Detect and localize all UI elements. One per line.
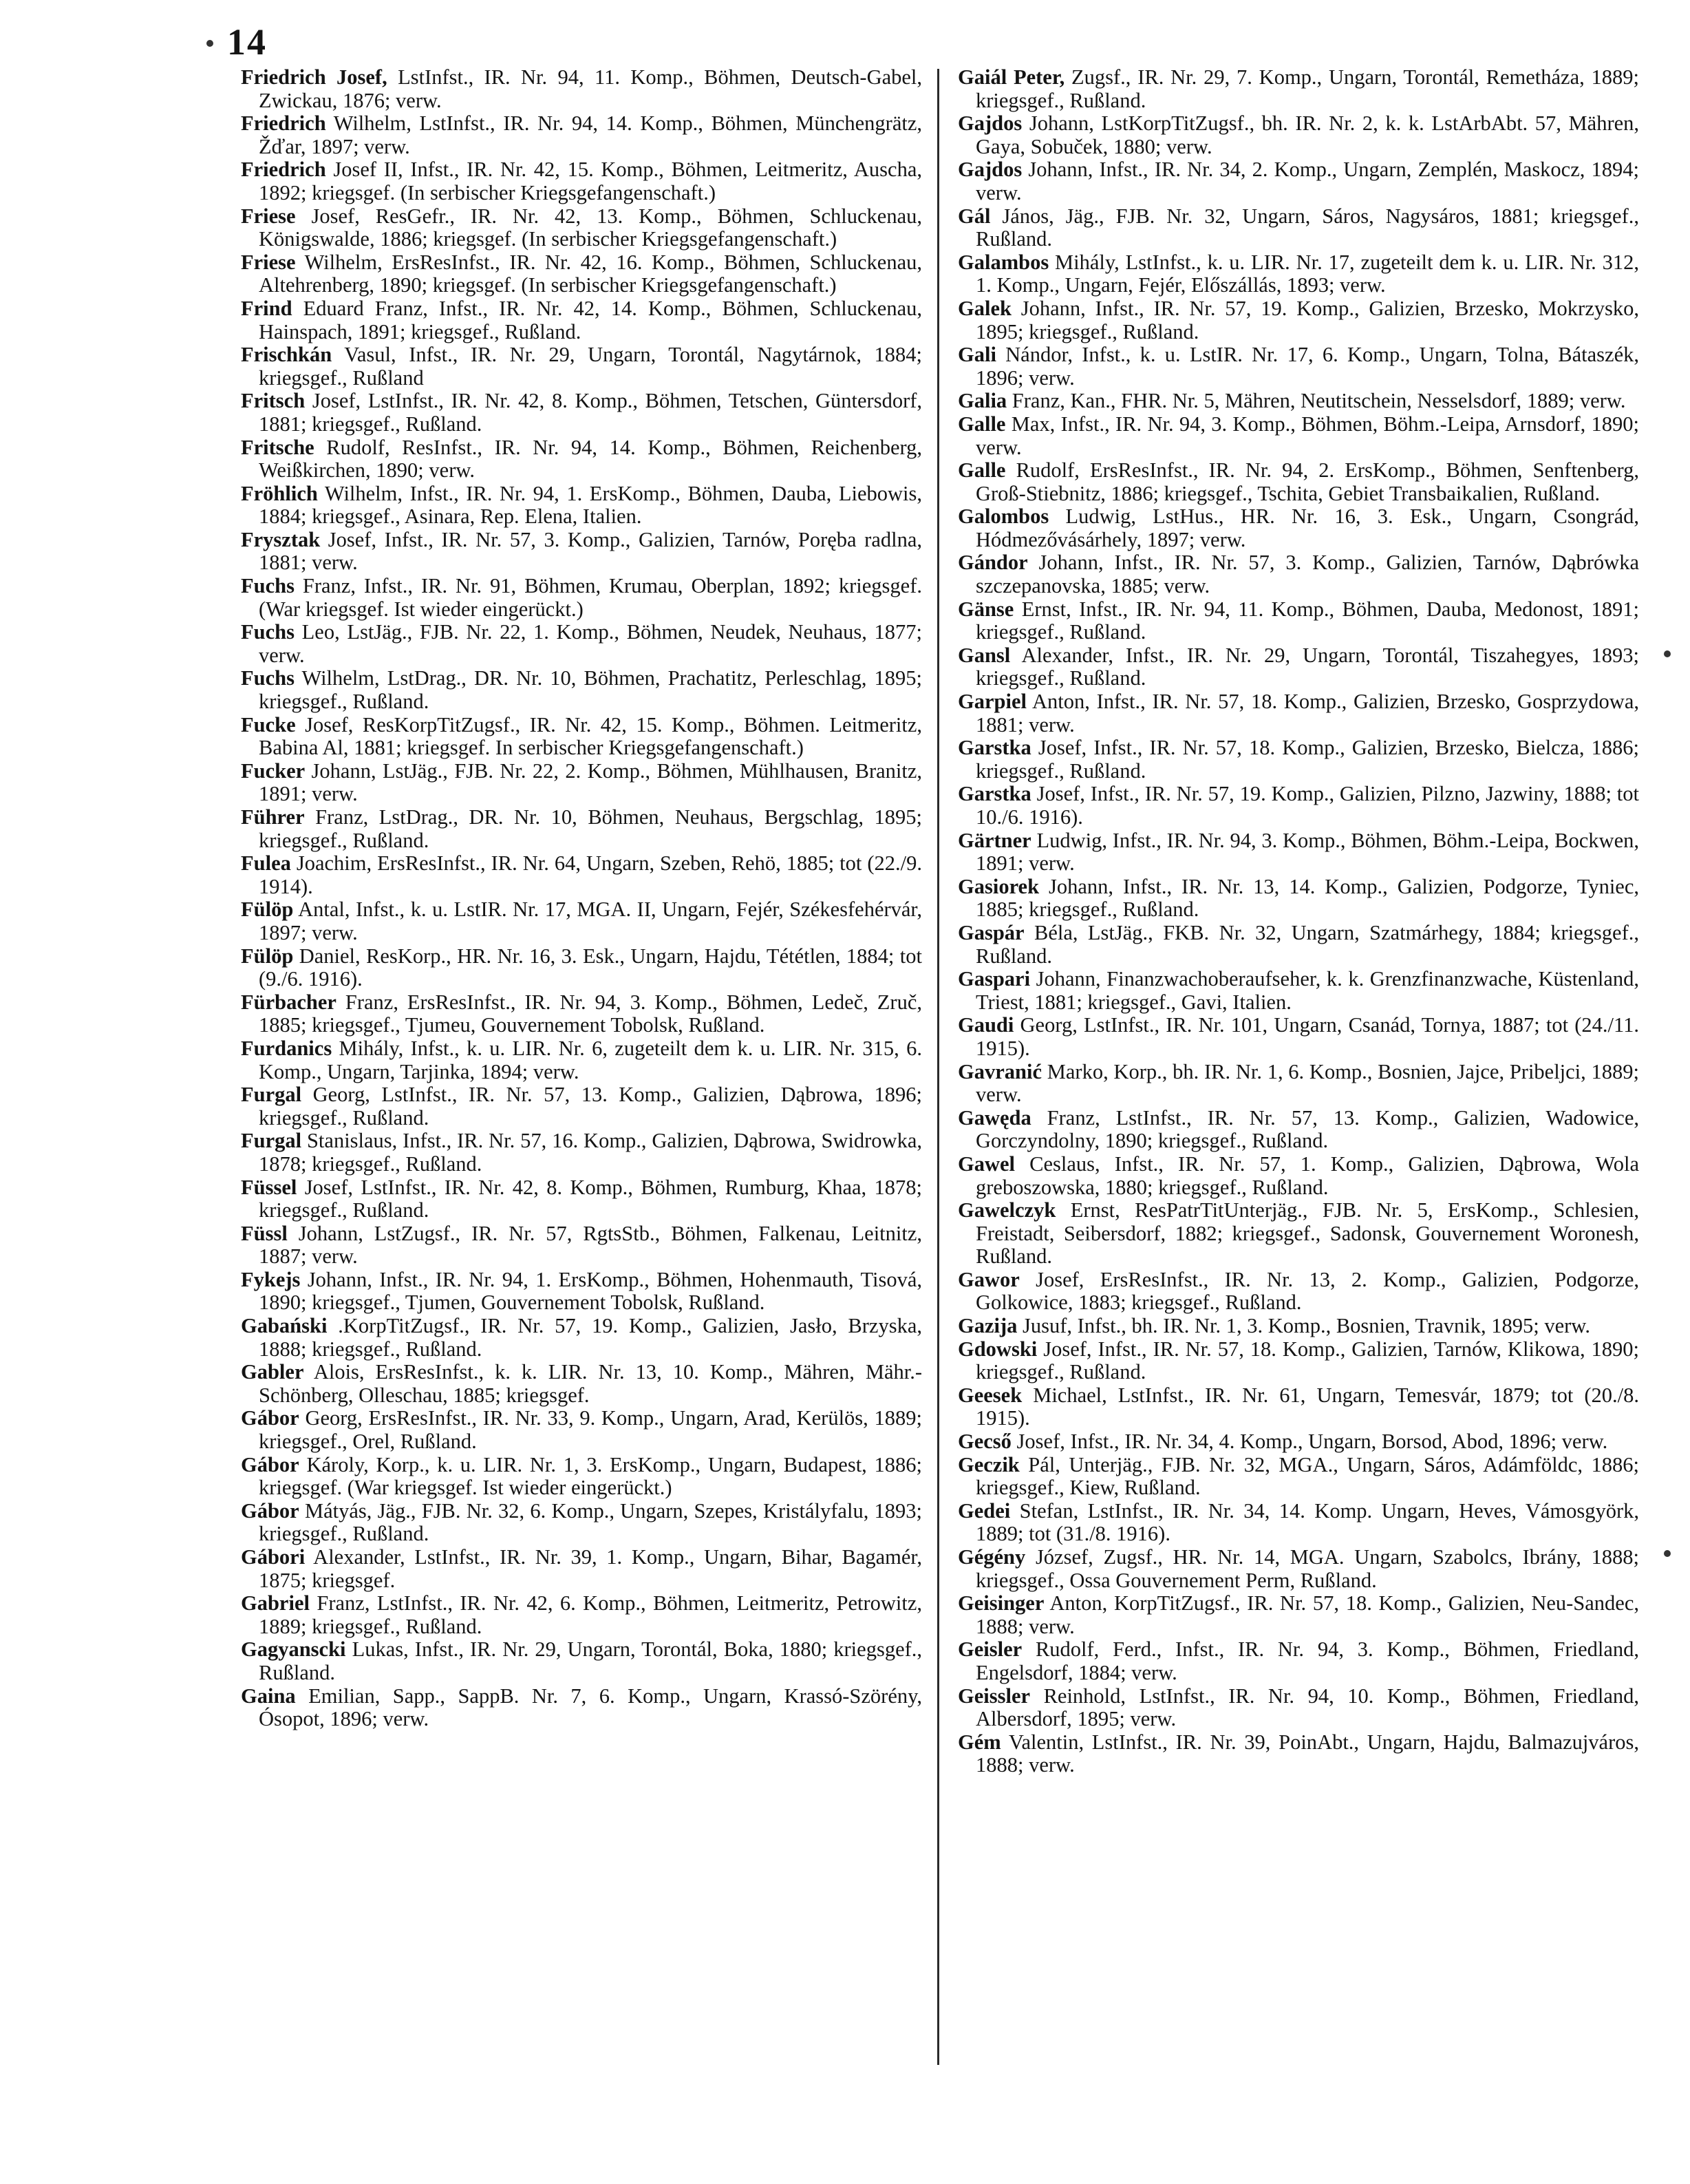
register-entry <box>241 714 922 760</box>
register-entry <box>241 529 922 575</box>
entry-details: Rudolf, Ferd., Infst., IR. Nr. 94, 3. Komp., Böhmen, Friedland, Engelsdorf, 1884; verw. <box>976 1637 1639 1684</box>
entry-details: Wilhelm, LstDrag., DR. Nr. 10, Böhmen, Prachatitz, Perleschlag, 1895; kriegsgef., Rußland. <box>259 666 922 714</box>
entry-surname: Friedrich <box>241 112 326 136</box>
entry-surname: Gazija <box>958 1314 1018 1338</box>
entry-details: Vasul, Infst., IR. Nr. 29, Ungarn, Torontál, Nagytárnok, 1884; kriegsgef., Rußland <box>259 343 922 390</box>
entry-surname: Gali <box>958 343 996 367</box>
right-column <box>958 66 1639 2165</box>
entry-surname: Friese <box>241 250 296 274</box>
entry-surname: Fritsche <box>241 435 314 459</box>
entry-details: Károly, Korp., k. u. LIR. Nr. 1, 3. ErsKomp., Ungarn, Budapest, 1886; kriegsgef. (War kriegsgef. Ist wieder eingerückt.) <box>259 1452 922 1500</box>
entry-surname: Fülöp <box>241 898 294 922</box>
register-entry <box>958 1014 1639 1060</box>
entry-surname: Gecső <box>958 1430 1012 1454</box>
entry-surname: Gasiorek <box>958 874 1040 898</box>
entry-surname: Fucker <box>241 759 306 783</box>
entry-details: Josef, ErsResInfst., IR. Nr. 13, 2. Komp., Galizien, Podgorze, Golkowice, 1883; kriegsgef., Rußland. <box>976 1267 1639 1315</box>
register-entry <box>958 783 1639 829</box>
entry-details: Josef, LstInfst., IR. Nr. 42, 8. Komp., Böhmen, Tetschen, Güntersdorf, 1881; kriegsgef., Rußland. <box>259 389 922 436</box>
entry-details: Leo, LstJäg., FJB. Nr. 22, 1. Komp., Böhmen, Neudek, Neuhaus, 1877; verw. <box>259 620 922 667</box>
entry-surname: Friese <box>241 204 296 228</box>
entry-surname: Fulea <box>241 851 291 876</box>
entry-surname: Gándor <box>958 551 1028 575</box>
entry-surname: Galek <box>958 296 1012 320</box>
entry-details: Franz, Kan., FHR. Nr. 5, Mähren, Neutitschein, Nesselsdorf, 1889; verw. <box>1012 389 1626 413</box>
register-entry <box>958 505 1639 551</box>
register-entry <box>958 551 1639 597</box>
entry-surname: Furgal <box>241 1083 302 1107</box>
register-entry <box>241 1269 922 1315</box>
entry-details: Johann, LstJäg., FJB. Nr. 22, 2. Komp., Böhmen, Mühlhausen, Branitz, 1891; verw. <box>259 759 922 806</box>
entry-details: Béla, LstJäg., FKB. Nr. 32, Ungarn, Szatmárhegy, 1884; kriegsgef., Rußland. <box>976 920 1639 968</box>
register-entry <box>241 1222 922 1269</box>
register-entry <box>241 667 922 713</box>
register-entry <box>241 1315 922 1361</box>
entry-details: Max, Infst., IR. Nr. 94, 3. Komp., Böhmen, Böhm.-Leipa, Arnsdorf, 1890; verw. <box>976 412 1639 459</box>
register-entry <box>958 459 1639 505</box>
entry-details: Josef, LstInfst., IR. Nr. 42, 8. Komp., Böhmen, Rumburg, Khaa, 1878; kriegsgef., Rußland. <box>259 1175 922 1222</box>
register-entry <box>958 1685 1639 1731</box>
page-number: 14 <box>227 21 267 63</box>
register-entry <box>241 1361 922 1407</box>
register-entry <box>958 158 1639 204</box>
entry-details: Josef, Infst., IR. Nr. 57, 18. Komp., Galizien, Brzesko, Bielcza, 1886; kriegsgef., Rußland. <box>976 736 1639 783</box>
register-entry <box>958 1454 1639 1500</box>
entry-surname: Galombos <box>958 505 1049 529</box>
register-entry <box>958 922 1639 968</box>
register-entry <box>241 575 922 621</box>
register-entry <box>241 852 922 898</box>
entry-surname: Galia <box>958 389 1007 413</box>
register-entry <box>958 205 1639 251</box>
entry-details: Wilhelm, ErsResInfst., IR. Nr. 42, 16. Komp., Böhmen, Schluckenau, Altehrenberg, 1890; kriegsgef. (In serbischer Kriegsgefangenschaft.) <box>259 250 922 297</box>
entry-surname: Gém <box>958 1730 1001 1754</box>
binding-mark <box>1664 1550 1671 1557</box>
register-entry <box>241 158 922 204</box>
register-entry <box>241 1638 922 1684</box>
register-entry <box>958 968 1639 1014</box>
register-entry <box>241 991 922 1037</box>
entry-details: Johann, Infst., IR. Nr. 57, 3. Komp., Galizien, Tarnów, Dąbrówka szczepanovska, 1885; verw. <box>976 551 1639 598</box>
register-entry <box>958 1638 1639 1684</box>
entry-surname: Gawor <box>958 1267 1020 1291</box>
register-entry <box>241 1454 922 1500</box>
register-entry <box>241 760 922 806</box>
register-entry <box>958 1731 1639 1777</box>
entry-surname: Gabański <box>241 1314 328 1338</box>
register-entry <box>241 945 922 991</box>
entry-details: Johann, LstZugsf., IR. Nr. 57, RgtsStb., Böhmen, Falkenau, Leitnitz, 1887; verw. <box>259 1221 922 1269</box>
entry-surname: Furgal <box>241 1129 302 1153</box>
entry-details: Ernst, ResPatrTitUnterjäg., FJB. Nr. 5, ErsKomp., Schlesien, Freistadt, Seibersdorf, 1882; kriegsgef., Sadonsk, Gouvernement Woronesh, Rußland. <box>976 1198 1639 1269</box>
entry-details: Antal, Infst., k. u. LstIR. Nr. 17, MGA. II, Ungarn, Fejér, Székesfehérvár, 1897; verw. <box>259 898 922 944</box>
entry-details: Franz, LstInfst., IR. Nr. 57, 13. Komp., Galizien, Wadowice, Gorczyndolny, 1890; kriegsgef., Rußland. <box>976 1105 1639 1153</box>
entry-details: Wilhelm, LstInfst., IR. Nr. 94, 14. Komp., Böhmen, Münchengrätz, Žďar, 1897; verw. <box>259 112 922 158</box>
entry-surname: Galambos <box>958 250 1049 274</box>
register-entry <box>958 1107 1639 1153</box>
entry-details: Georg, ErsResInfst., IR. Nr. 33, 9. Komp., Ungarn, Arad, Kerülös, 1889; kriegsgef., Orel, Rußland. <box>259 1406 922 1454</box>
entry-surname: Gábor <box>241 1452 299 1476</box>
entry-details: Alois, ErsResInfst., k. k. LIR. Nr. 13, 10. Komp., Mähren, Mähr.-Schönberg, Olleschau, 1885; kriegsgef. <box>259 1360 922 1407</box>
register-entry <box>958 1546 1639 1592</box>
entry-details: .KorpTitZugsf., IR. Nr. 57, 19. Komp., Galizien, Jasło, Brzyska, 1888; kriegsgef., Rußland. <box>259 1314 922 1361</box>
entry-surname: Geesek <box>958 1383 1023 1407</box>
register-entry <box>958 1384 1639 1430</box>
entry-surname: Geisler <box>958 1637 1023 1662</box>
register-entry <box>241 621 922 667</box>
entry-details: Josef, Infst., IR. Nr. 57, 18. Komp., Galizien, Tarnów, Klikowa, 1890; kriegsgef., Rußland. <box>976 1337 1639 1384</box>
entry-details: Alexander, Infst., IR. Nr. 29, Ungarn, Torontál, Tiszahegyes, 1893; kriegsgef., Rußland. <box>976 643 1639 690</box>
register-entry <box>241 1500 922 1546</box>
entry-surname: Gabriel <box>241 1591 310 1615</box>
register-entry <box>958 413 1639 459</box>
entry-surname: Frysztak <box>241 527 321 551</box>
entry-surname: Fuchs <box>241 666 295 690</box>
entry-surname: Geisinger <box>958 1591 1045 1615</box>
entry-details: Rudolf, ErsResInfst., IR. Nr. 94, 2. ErsKomp., Böhmen, Senftenberg, Groß-Stiebnitz, 1886; kriegsgef., Tschita, Gebiet Transbaikalien, Rußland. <box>976 458 1639 505</box>
entry-details: Ceslaus, Infst., IR. Nr. 57, 1. Komp., Galizien, Dąbrowa, Wola greboszowska, 1880; kriegsgef., Rußland. <box>976 1152 1639 1199</box>
register-entry <box>241 1407 922 1453</box>
entry-surname: Gawelczyk <box>958 1198 1056 1222</box>
entry-surname: Galle <box>958 458 1006 483</box>
register-entry <box>241 1130 922 1176</box>
register-entry <box>958 876 1639 922</box>
entry-surname: Fuchs <box>241 574 295 598</box>
entry-surname: Friedrich <box>241 158 326 182</box>
entry-surname: Fucke <box>241 712 296 736</box>
register-entry <box>241 205 922 251</box>
entry-surname: Fülöp <box>241 944 294 968</box>
entry-surname: Gaina <box>241 1684 296 1708</box>
entry-details: Josef, Infst., IR. Nr. 57, 19. Komp., Galizien, Pilzno, Jazwiny, 1888; tot 10./6. 1916). <box>976 782 1639 829</box>
entry-surname: Fröhlich <box>241 481 318 505</box>
register-entry <box>241 1592 922 1638</box>
entry-surname: Fuchs <box>241 620 295 644</box>
register-entry <box>241 251 922 297</box>
register-entry <box>958 251 1639 297</box>
register-entry <box>241 806 922 852</box>
register-entry <box>958 297 1639 343</box>
entry-details: Valentin, LstInfst., IR. Nr. 39, PoinAbt., Ungarn, Hajdu, Balmazujváros, 1888; verw. <box>976 1730 1639 1777</box>
entry-details: Nándor, Infst., k. u. LstIR. Nr. 17, 6. Komp., Ungarn, Tolna, Bátaszék, 1896; verw. <box>976 343 1639 390</box>
entry-details: Jusuf, Infst., bh. IR. Nr. 1, 3. Komp., Bosnien, Travnik, 1895; verw. <box>1023 1314 1590 1338</box>
register-entry <box>958 1061 1639 1107</box>
register-entry <box>958 1153 1639 1199</box>
entry-details: Emilian, Sapp., SappB. Nr. 7, 6. Komp., Ungarn, Krassó-Szörény, Ósopot, 1896; verw. <box>259 1684 922 1731</box>
entry-details: Johann, LstKorpTitZugsf., bh. IR. Nr. 2, k. k. LstArbAbt. 57, Mähren, Gaya, Sobuček, 1880; verw. <box>976 112 1639 158</box>
entry-details: Johann, Infst., IR. Nr. 94, 1. ErsKomp., Böhmen, Hohenmauth, Tisová, 1890; kriegsgef., Tjumen, Gouvernement Tobolsk, Rußland. <box>259 1267 922 1315</box>
entry-surname: Galle <box>958 412 1006 436</box>
entry-surname: Gábor <box>241 1498 299 1523</box>
entry-surname: Fritsch <box>241 389 306 413</box>
entry-details: Johann, Infst., IR. Nr. 34, 2. Komp., Ungarn, Zemplén, Maskocz, 1894; verw. <box>976 158 1639 204</box>
entry-details: Ernst, Infst., IR. Nr. 94, 11. Komp., Böhmen, Dauba, Medonost, 1891; kriegsgef., Rußland. <box>976 597 1639 644</box>
entry-surname: Garpiel <box>958 690 1027 714</box>
register-entry <box>241 1037 922 1083</box>
entry-details: Franz, ErsResInfst., IR. Nr. 94, 3. Komp., Böhmen, Ledeč, Zruč, 1885; kriegsgef., Tjumeu, Gouvernement Tobolsk, Rußland. <box>259 990 922 1037</box>
entry-details: Mátyás, Jäg., FJB. Nr. 32, 6. Komp., Ungarn, Szepes, Kristályfalu, 1893; kriegsgef., Rußland. <box>259 1498 922 1546</box>
register-entry <box>958 343 1639 390</box>
entry-details: Stanislaus, Infst., IR. Nr. 57, 16. Komp., Galizien, Dąbrowa, Swidrowka, 1878; kriegsgef., Rußland. <box>259 1129 922 1176</box>
register-entry <box>958 690 1639 736</box>
register-entry <box>241 436 922 483</box>
register-entry <box>958 829 1639 876</box>
entry-surname: Fürbacher <box>241 990 336 1014</box>
register-entry <box>958 1269 1639 1315</box>
entry-details: Rudolf, ResInfst., IR. Nr. 94, 14. Komp., Böhmen, Reichenberg, Weißkirchen, 1890; verw. <box>259 435 922 483</box>
register-entry <box>958 1199 1639 1269</box>
entry-surname: Füssl <box>241 1221 288 1245</box>
entry-details: Josef II, Infst., IR. Nr. 42, 15. Komp., Böhmen, Leitmeritz, Auscha, 1892; kriegsgef. (In serbischer Kriegsgefangenschaft.) <box>259 158 922 204</box>
register-entry <box>958 1430 1639 1454</box>
entry-details: Franz, Infst., IR. Nr. 91, Böhmen, Krumau, Oberplan, 1892; kriegsgef. (War kriegsgef. Ist wieder eingerückt.) <box>259 574 922 621</box>
entry-surname: Gaspari <box>958 967 1031 991</box>
entry-surname: Gábor <box>241 1406 299 1430</box>
left-column <box>241 66 922 2165</box>
register-entry <box>241 1176 922 1222</box>
register-entry <box>241 1546 922 1592</box>
register-entry <box>958 598 1639 644</box>
entry-details: Franz, LstDrag., DR. Nr. 10, Böhmen, Neuhaus, Bergschlag, 1895; kriegsgef., Rußland. <box>259 805 922 852</box>
register-entry <box>241 66 922 112</box>
entry-details: Joachim, ErsResInfst., IR. Nr. 64, Ungarn, Szeben, Rehö, 1885; tot (22./9. 1914). <box>259 851 922 898</box>
entry-details: Josef, Infst., IR. Nr. 57, 3. Komp., Galizien, Tarnów, Poręba radlna, 1881; verw. <box>259 527 922 575</box>
entry-details: Michael, LstInfst., IR. Nr. 61, Ungarn, Temesvár, 1879; tot (20./8. 1915). <box>976 1383 1639 1430</box>
entry-surname: Gábori <box>241 1545 306 1569</box>
entry-surname: Gedei <box>958 1498 1011 1523</box>
entry-details: Stefan, LstInfst., IR. Nr. 34, 14. Komp. Ungarn, Heves, Vámosgyörk, 1889; tot (31./8. 1916). <box>976 1498 1639 1546</box>
entry-details: Zugsf., IR. Nr. 29, 7. Komp., Ungarn, Torontál, Remetháza, 1889; kriegsgef., Rußland. <box>976 66 1639 112</box>
register-entry <box>241 1083 922 1130</box>
register-entry <box>958 1315 1639 1338</box>
binding-mark <box>1664 650 1671 657</box>
register-entry <box>958 390 1639 413</box>
entry-surname: Gänse <box>958 597 1014 621</box>
entry-surname: Gaudi <box>958 1013 1014 1037</box>
entry-details: Josef, Infst., IR. Nr. 34, 4. Komp., Ungarn, Borsod, Abod, 1896; verw. <box>1016 1430 1608 1454</box>
register-entry <box>241 390 922 436</box>
entry-surname: Garstka <box>958 782 1031 806</box>
register-entry <box>241 343 922 390</box>
register-entry <box>958 1338 1639 1384</box>
entry-details: Eduard Franz, Infst., IR. Nr. 42, 14. Komp., Böhmen, Schluckenau, Hainspach, 1891; kriegsgef., Rußland. <box>259 296 922 343</box>
entry-surname: Gawel <box>958 1152 1016 1176</box>
entry-details: Johann, Infst., IR. Nr. 13, 14. Komp., Galizien, Podgorze, Tyniec, 1885; kriegsgef., Rußland. <box>976 874 1639 922</box>
entry-details: János, Jäg., FJB. Nr. 32, Ungarn, Sáros, Nagysáros, 1881; kriegsgef., Rußland. <box>976 204 1639 251</box>
entry-surname: Gál <box>958 204 991 228</box>
register-entry <box>958 66 1639 112</box>
entry-details: József, Zugsf., HR. Nr. 14, MGA. Ungarn, Szabolcs, Ibrány, 1888; kriegsgef., Ossa Gouvernement Perm, Rußland. <box>976 1545 1639 1592</box>
entry-surname: Friedrich Josef, <box>241 66 387 89</box>
register-entry <box>958 644 1639 690</box>
entry-details: Johann, Finanzwachoberaufseher, k. k. Grenzfinanzwache, Küstenland, Triest, 1881; kriegsgef., Gavi, Italien. <box>976 967 1639 1014</box>
entry-details: Mihály, Infst., k. u. LIR. Nr. 6, zugeteilt dem k. u. LIR. Nr. 315, 6. Komp., Ungarn, Tarjinka, 1894; verw. <box>259 1036 922 1083</box>
entry-surname: Furdanics <box>241 1036 332 1060</box>
entry-surname: Gdowski <box>958 1337 1038 1361</box>
register-entry <box>241 297 922 343</box>
entry-details: Reinhold, LstInfst., IR. Nr. 94, 10. Komp., Böhmen, Friedland, Albersdorf, 1895; verw. <box>976 1684 1639 1731</box>
entry-details: Daniel, ResKorp., HR. Nr. 16, 3. Esk., Ungarn, Hajdu, Tététlen, 1884; tot (9./6. 1916). <box>259 944 922 991</box>
entry-surname: Gajdos <box>958 112 1023 136</box>
register-entry <box>958 1500 1639 1546</box>
entry-details: Mihály, LstInfst., k. u. LIR. Nr. 17, zugeteilt dem k. u. LIR. Nr. 312, 1. Komp., Ungarn, Fejér, Előszállás, 1893; verw. <box>976 250 1639 297</box>
entry-details: Josef, ResGefr., IR. Nr. 42, 13. Komp., Böhmen, Schluckenau, Königswalde, 1886; kriegsgef. (In serbischer Kriegsgefangenschaft.) <box>259 204 922 251</box>
entry-details: Lukas, Infst., IR. Nr. 29, Ungarn, Torontál, Boka, 1880; kriegsgef., Rußland. <box>259 1637 922 1684</box>
entry-surname: Gajdos <box>958 158 1023 182</box>
entry-details: Anton, KorpTitZugsf., IR. Nr. 57, 18. Komp., Galizien, Neu-Sandec, 1888; verw. <box>976 1591 1639 1638</box>
entry-surname: Gagyanscki <box>241 1637 346 1662</box>
entry-surname: Gärtner <box>958 828 1031 852</box>
entry-details: Georg, LstInfst., IR. Nr. 57, 13. Komp., Galizien, Dąbrowa, 1896; kriegsgef., Rußland. <box>259 1083 922 1130</box>
column-divider <box>937 69 939 2065</box>
entry-details: Ludwig, LstHus., HR. Nr. 16, 3. Esk., Ungarn, Csongrád, Hódmezővásárhely, 1897; verw. <box>976 505 1639 551</box>
entry-details: Josef, ResKorpTitZugsf., IR. Nr. 42, 15. Komp., Böhmen. Leitmeritz, Babina Al, 1881; kriegsgef. In serbischer Kriegsgefangenschaft.) <box>259 712 922 760</box>
entry-surname: Gavranić <box>958 1059 1042 1083</box>
entry-details: Johann, Infst., IR. Nr. 57, 19. Komp., Galizien, Brzesko, Mokrzysko, 1895; kriegsgef., Rußland. <box>976 296 1639 343</box>
register-entry <box>958 112 1639 158</box>
entry-surname: Geissler <box>958 1684 1031 1708</box>
entry-details: Alexander, LstInfst., IR. Nr. 39, 1. Komp., Ungarn, Bihar, Bagamér, 1875; kriegsgef. <box>259 1545 922 1592</box>
entry-details: Franz, LstInfst., IR. Nr. 42, 6. Komp., Böhmen, Leitmeritz, Petrowitz, 1889; kriegsgef., Rußland. <box>259 1591 922 1638</box>
register-entry <box>241 483 922 529</box>
entry-details: Marko, Korp., bh. IR. Nr. 1, 6. Komp., Bosnien, Jajce, Pribeljci, 1889; verw. <box>976 1059 1639 1107</box>
entry-surname: Gabler <box>241 1360 304 1384</box>
entry-surname: Gansl <box>958 643 1011 667</box>
entry-surname: Fykejs <box>241 1267 301 1291</box>
entry-surname: Garstka <box>958 736 1031 760</box>
entry-surname: Füssel <box>241 1175 297 1199</box>
entry-surname: Frischkán <box>241 343 332 367</box>
entry-surname: Frind <box>241 296 292 320</box>
entry-surname: Geczik <box>958 1452 1020 1476</box>
entry-surname: Führer <box>241 805 305 829</box>
entry-details: Ludwig, Infst., IR. Nr. 94, 3. Komp., Böhmen, Böhm.-Leipa, Bockwen, 1891; verw. <box>976 828 1639 876</box>
register-entry <box>958 1592 1639 1638</box>
register-entry <box>241 1685 922 1731</box>
entry-surname: Gaspár <box>958 920 1025 944</box>
register-entry <box>241 898 922 944</box>
entry-surname: Gaiál Peter, <box>958 66 1065 89</box>
entry-details: Wilhelm, Infst., IR. Nr. 94, 1. ErsKomp., Böhmen, Dauba, Liebowis, 1884; kriegsgef., Asinara, Rep. Elena, Italien. <box>259 481 922 529</box>
binding-mark <box>206 40 213 47</box>
register-entry <box>241 112 922 158</box>
entry-surname: Gawęda <box>958 1105 1031 1130</box>
entry-details: Georg, LstInfst., IR. Nr. 101, Ungarn, Csanád, Tornya, 1887; tot (24./11. 1915). <box>976 1013 1639 1060</box>
register-entry <box>958 736 1639 783</box>
entry-surname: Gégény <box>958 1545 1026 1569</box>
entry-details: Pál, Unterjäg., FJB. Nr. 32, MGA., Ungarn, Sáros, Adámföldc, 1886; kriegsgef., Kiew, Rußland. <box>976 1452 1639 1500</box>
entry-details: Anton, Infst., IR. Nr. 57, 18. Komp., Galizien, Brzesko, Gosprzydowa, 1881; verw. <box>976 690 1639 736</box>
entry-details: LstInfst., IR. Nr. 94, 11. Komp., Böhmen, Deutsch-Gabel, Zwickau, 1876; verw. <box>259 66 922 112</box>
